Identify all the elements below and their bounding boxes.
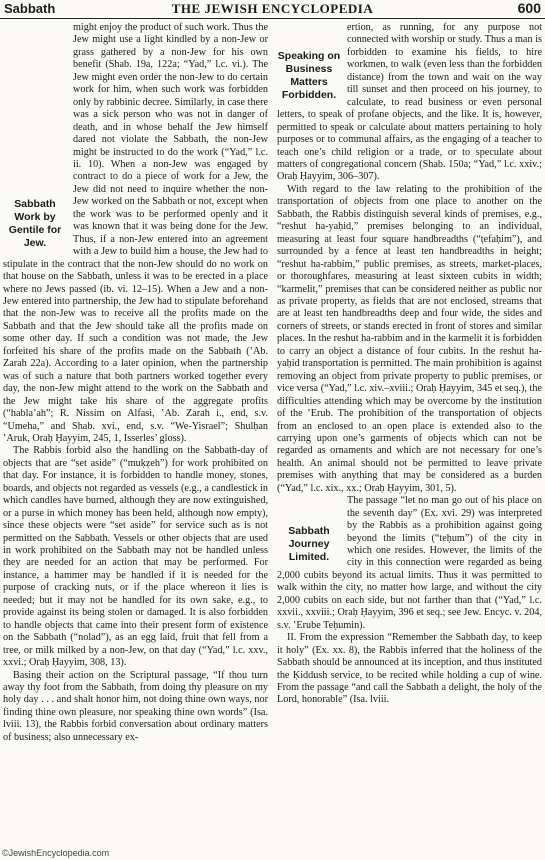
paragraph: II. From the expression “Remember the Sabbath day, to keep it holy” (Ex. xx. 8), the Rabbis inferred that the holiness of the Sabbath should be announced at its inception, and thus instituted the Ḳiddush service, to be recited while holding a cup of wine. From the passage “and call the Sabbath a delight, the holy of the Lord, honorable” (Isa. lviii. bbox=[277, 632, 542, 706]
paragraph: With regard to the law relating to the prohibition of the transportation of objects from one place to another on the Sabbath, the Rabbis distinguish several kinds of premises, e.g., “reshut ha-yaḥid,” premises belonging to an individual, measuring at least four square handbreadths (“ṭefaḥim”), and surrounded by a fence at least ten handbreadths in height; “reshut ha-rabbim,” public premises, as streets, market-places, or thoroughfares, measuring at least sixteen cubits in width; “karmelit,” premises that can be considered neither as public nor as private property, as fields that are not enclosed, streams that are at least ten handbreadths deep and four wide, the sides and corners of streets, or stands erected in front of stores and similar places. In the reshut ha-rabbim and in the karmelit it is forbidden to carry an object a distance of four cubits. In the reshut ha-yaḥid transportation is permitted. The main prohibition is against removing an object from private property to public premises, or vice versa (“Yad,” l.c. xiv.–xviii.; Oraḥ Ḥayyim, 345 et seq.), the difficulties attending which may be overcome by the institution of the ʽErub. The prohibition of the transportation of objects from an enclosed to an open place is extended also to the carrying upon one’s garments of objects which can not be regarded as ornaments and which are not necessary for one’s health. An animal should not be permitted to leave private premises with anything that may be considered as a burden (“Yad,” l.c. xix., xx.; Oraḥ Ḥayyim, 301, 5). bbox=[277, 183, 542, 494]
running-head-section: Sabbath bbox=[4, 1, 56, 16]
paragraph: might enjoy the product of such work. Thus the Jew might use a light kindled by a non-Jew or grass gathered by a non-Jew for his own benefit (Shab. 19a, 122a; “Yad,” l.c. vi.). The Jew might even order the non-Jew to do certain work for him, when such work was forbidden only by rabbinic decree. Similarly, in case there was a sick person who was not in danger of death, and in whose behalf the Jew himself dared not violate the Sabbath, the non-Jew might be instructed to do the work (“Yad,” l.c. ii. 10). When a non-Jew was engaged by contract to do a piece of work for a Jew, the Jew did not need to inquire whether the non-Jew worked on the Sabbath or not, except when the work was to be performed openly and it was known that it was being done for the Jew. Thus, if a non-Jew entered into an agreement with a Jew to build him a house, the Jew had to stipulate in the contract that the non-Jew should do no work on that house on the Sabbath, unless it was to be erected in a place where no Jews passed (ib. vi. 12–15). When a Jew and a non-Jew entered into partnership, the Jew had to stipulate beforehand that the non-Jew was to receive all the profits made on the Sabbath and that the Jew should take all the profits made on some other day. If such a condition was not made, the Jew forfeited his share of the profits made on the Sabbath (ʽAb. Zarah 22a). According to a later opinion, when the partnership was of such a nature that both partners worked together every day, the non-Jew might attend to the work on the Sabbath and the Jew might take his share of the aggregate profits (“habla’ah”; R. Nissim on Alfasi, ʽAb. Zarah i., end, s.v. “Umeha,” and Shab. xvi., end, s.v. “We-Yisrael”; Shulḥan ʽAruk, Oraḥ Ḥayyim, 245, 1, Isserles’ gloss). bbox=[3, 22, 268, 444]
running-head-title: THE JEWISH ENCYCLOPEDIA bbox=[171, 1, 374, 16]
paragraph: The Rabbis forbid also the handling on the Sabbath-day of objects that are “set aside” (“muḳẓeh”) for work prohibited on that day. For instance, it is forbidden to handle money, stones, boards, and objects not regarded as vessels (e.g., a candlestick in which candles have burned, although they are now extinguished, or a purse in which money has been held, although now empty), since these objects were “set aside” for service such as is not permitted on the Sabbath. Vessels or other objects that are used in work prohibited on the Sabbath may not be handled unless they are needed for an action that may be performed. For instance, a hammer may be handled if it is needed for the purpose of cracking nuts, or if the place whereon it lies is needed; but it may not be handled for its own sake, e.g., to provide against its being stolen or damaged. It is also forbidden to handle objects that came into their present form of existence on the Sabbath (“nolad”), as an egg laid, fruit that fell from a tree, or milk milked by a non-Jew, on that day (“Yad,” l.c. xxv., xxvi.; Oraḥ Ḥayyim, 308, 13). bbox=[3, 445, 268, 669]
paragraph: Basing their action on the Scriptural passage, “If thou turn away thy foot from the Sabbath, from doing thy pleasure on my holy day . . . and shalt honor him, not doing thine own ways, nor finding thine own pleasure, nor speaking thine own words” (Isa. lviii. 13), the Rabbis forbid conversation about ordinary matters of business; also unnecessary ex- bbox=[3, 669, 268, 743]
paragraph: ertion, as running, for any purpose not connected with worship or study. Thus a man is forbidden to examine his fields, to hire workmen, to walk (even less than the forbidden distance) from the town and wait on the way till sunset and then proceed on his journey, to calculate, to read business or even personal letters, to speak of profane objects, and the like. It is, however, permitted to speak or calculate about matters pertaining to holy purposes or to communal affairs, as the engaging of a teacher to teach one’s child religion or a trade, or to speculate about matters of congregational concern (Shab. 150a; “Yad,” l.c. xxiv.; Oraḥ Ḥayyim, 306–307). bbox=[277, 22, 542, 183]
site-watermark: ©JewishEncyclopedia.com bbox=[2, 848, 110, 858]
side-heading: Sabbath Work by Gentile for Jew. bbox=[8, 198, 62, 249]
page-number: 600 bbox=[517, 0, 541, 16]
side-heading: Speaking on Business Matters Forbidden. bbox=[277, 50, 341, 101]
column-right bbox=[277, 22, 542, 844]
paragraph: The passage “let no man go out of his place on the seventh day” (Ex. xvi. 29) was interpreted by the Rabbis as a prohibition against going beyond the limits (“teḥum”) of the city in which one resides. However, the limits of the city in this connection were regarded as being 2,000 cubits beyond its actual limits. Thus it was permitted to walk within the city, no matter how large, and without the city 2,000 cubits on each side, but not farther than that (“Yad,” l.c. xxvii., xxviii.; Oraḥ Ḥayyim, 396 et seq.; see Jew. Encyc. v. 204, s.v. ʽErube Teḥumin). bbox=[277, 495, 542, 631]
side-heading: Sabbath Journey Limited. bbox=[288, 525, 330, 564]
text-columns bbox=[3, 22, 542, 844]
column-left bbox=[3, 22, 268, 844]
page-header bbox=[0, 0, 545, 19]
